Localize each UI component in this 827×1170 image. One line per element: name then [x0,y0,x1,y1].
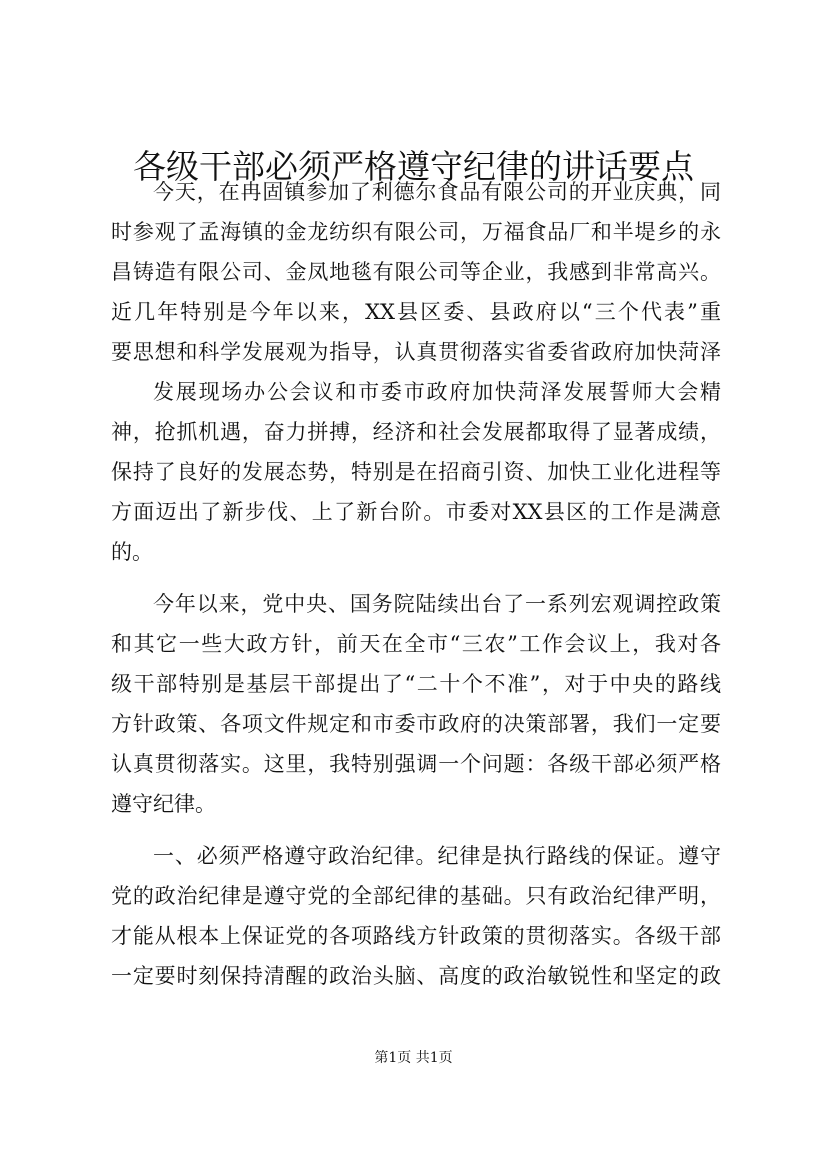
text-line: 一、必须严格遵守政治纪律。纪律是执行路线的保证。遵守 [153,844,721,868]
text-line: 昌铸造有限公司、金凤地毯有限公司等企业，我感到非常高兴。 [111,260,721,284]
paragraph-gap [111,572,721,584]
paragraph-gap [111,824,721,836]
text-line: 今年以来，党中央、国务院陆续出台了一系列宏观调控政策 [153,592,721,616]
text-line: 遵守纪律。 [111,792,216,816]
text-line: 认真贯彻落实。这里，我特别强调一个问题：各级干部必须严格 [111,752,721,776]
text-line: 近几年特别是今年以来，XX县区委、县政府以“三个代表”重 [111,300,721,324]
text-line: 一定要时刻保持清醒的政治头脑、高度的政治敏锐性和坚定的政 [111,964,721,988]
text-line: 神，抢抓机遇，奋力拼搏，经济和社会发展都取得了显著成绩， [111,420,721,444]
text-line: 发展现场办公会议和市委市政府加快菏泽发展誓师大会精 [153,380,721,404]
text-line: 保持了良好的发展态势，特别是在招商引资、加快工业化进程等 [111,460,721,484]
text-line: 的。 [111,540,153,564]
text-line: 方针政策、各项文件规定和市委市政府的决策部署，我们一定要 [111,712,721,736]
text-line: 级干部特别是基层干部提出了“二十个不准”，对于中央的路线 [111,672,721,696]
document-title: 各级干部必须严格遵守纪律的讲话要点 [133,147,694,186]
text-line: 才能从根本上保证党的各项路线方针政策的贯彻落实。各级干部 [111,924,721,948]
text-line: 和其它一些大政方针，前天在全市“三农”工作会议上，我对各 [111,632,721,656]
text-line: 党的政治纪律是遵守党的全部纪律的基础。只有政治纪律严明， [111,884,721,908]
document-body [111,172,721,996]
page-footer: 第1页 共1页 [374,1050,453,1066]
text-line: 今天，在冉固镇参加了利德尔食品有限公司的开业庆典，同 [153,180,721,204]
text-line: 方面迈出了新步伐、上了新台阶。市委对XX县区的工作是满意 [111,500,721,524]
text-line: 要思想和科学发展观为指导，认真贯彻落实省委省政府加快菏泽 [111,340,721,364]
text-line: 时参观了孟海镇的金龙纺织有限公司，万福食品厂和半堤乡的永 [111,220,721,244]
